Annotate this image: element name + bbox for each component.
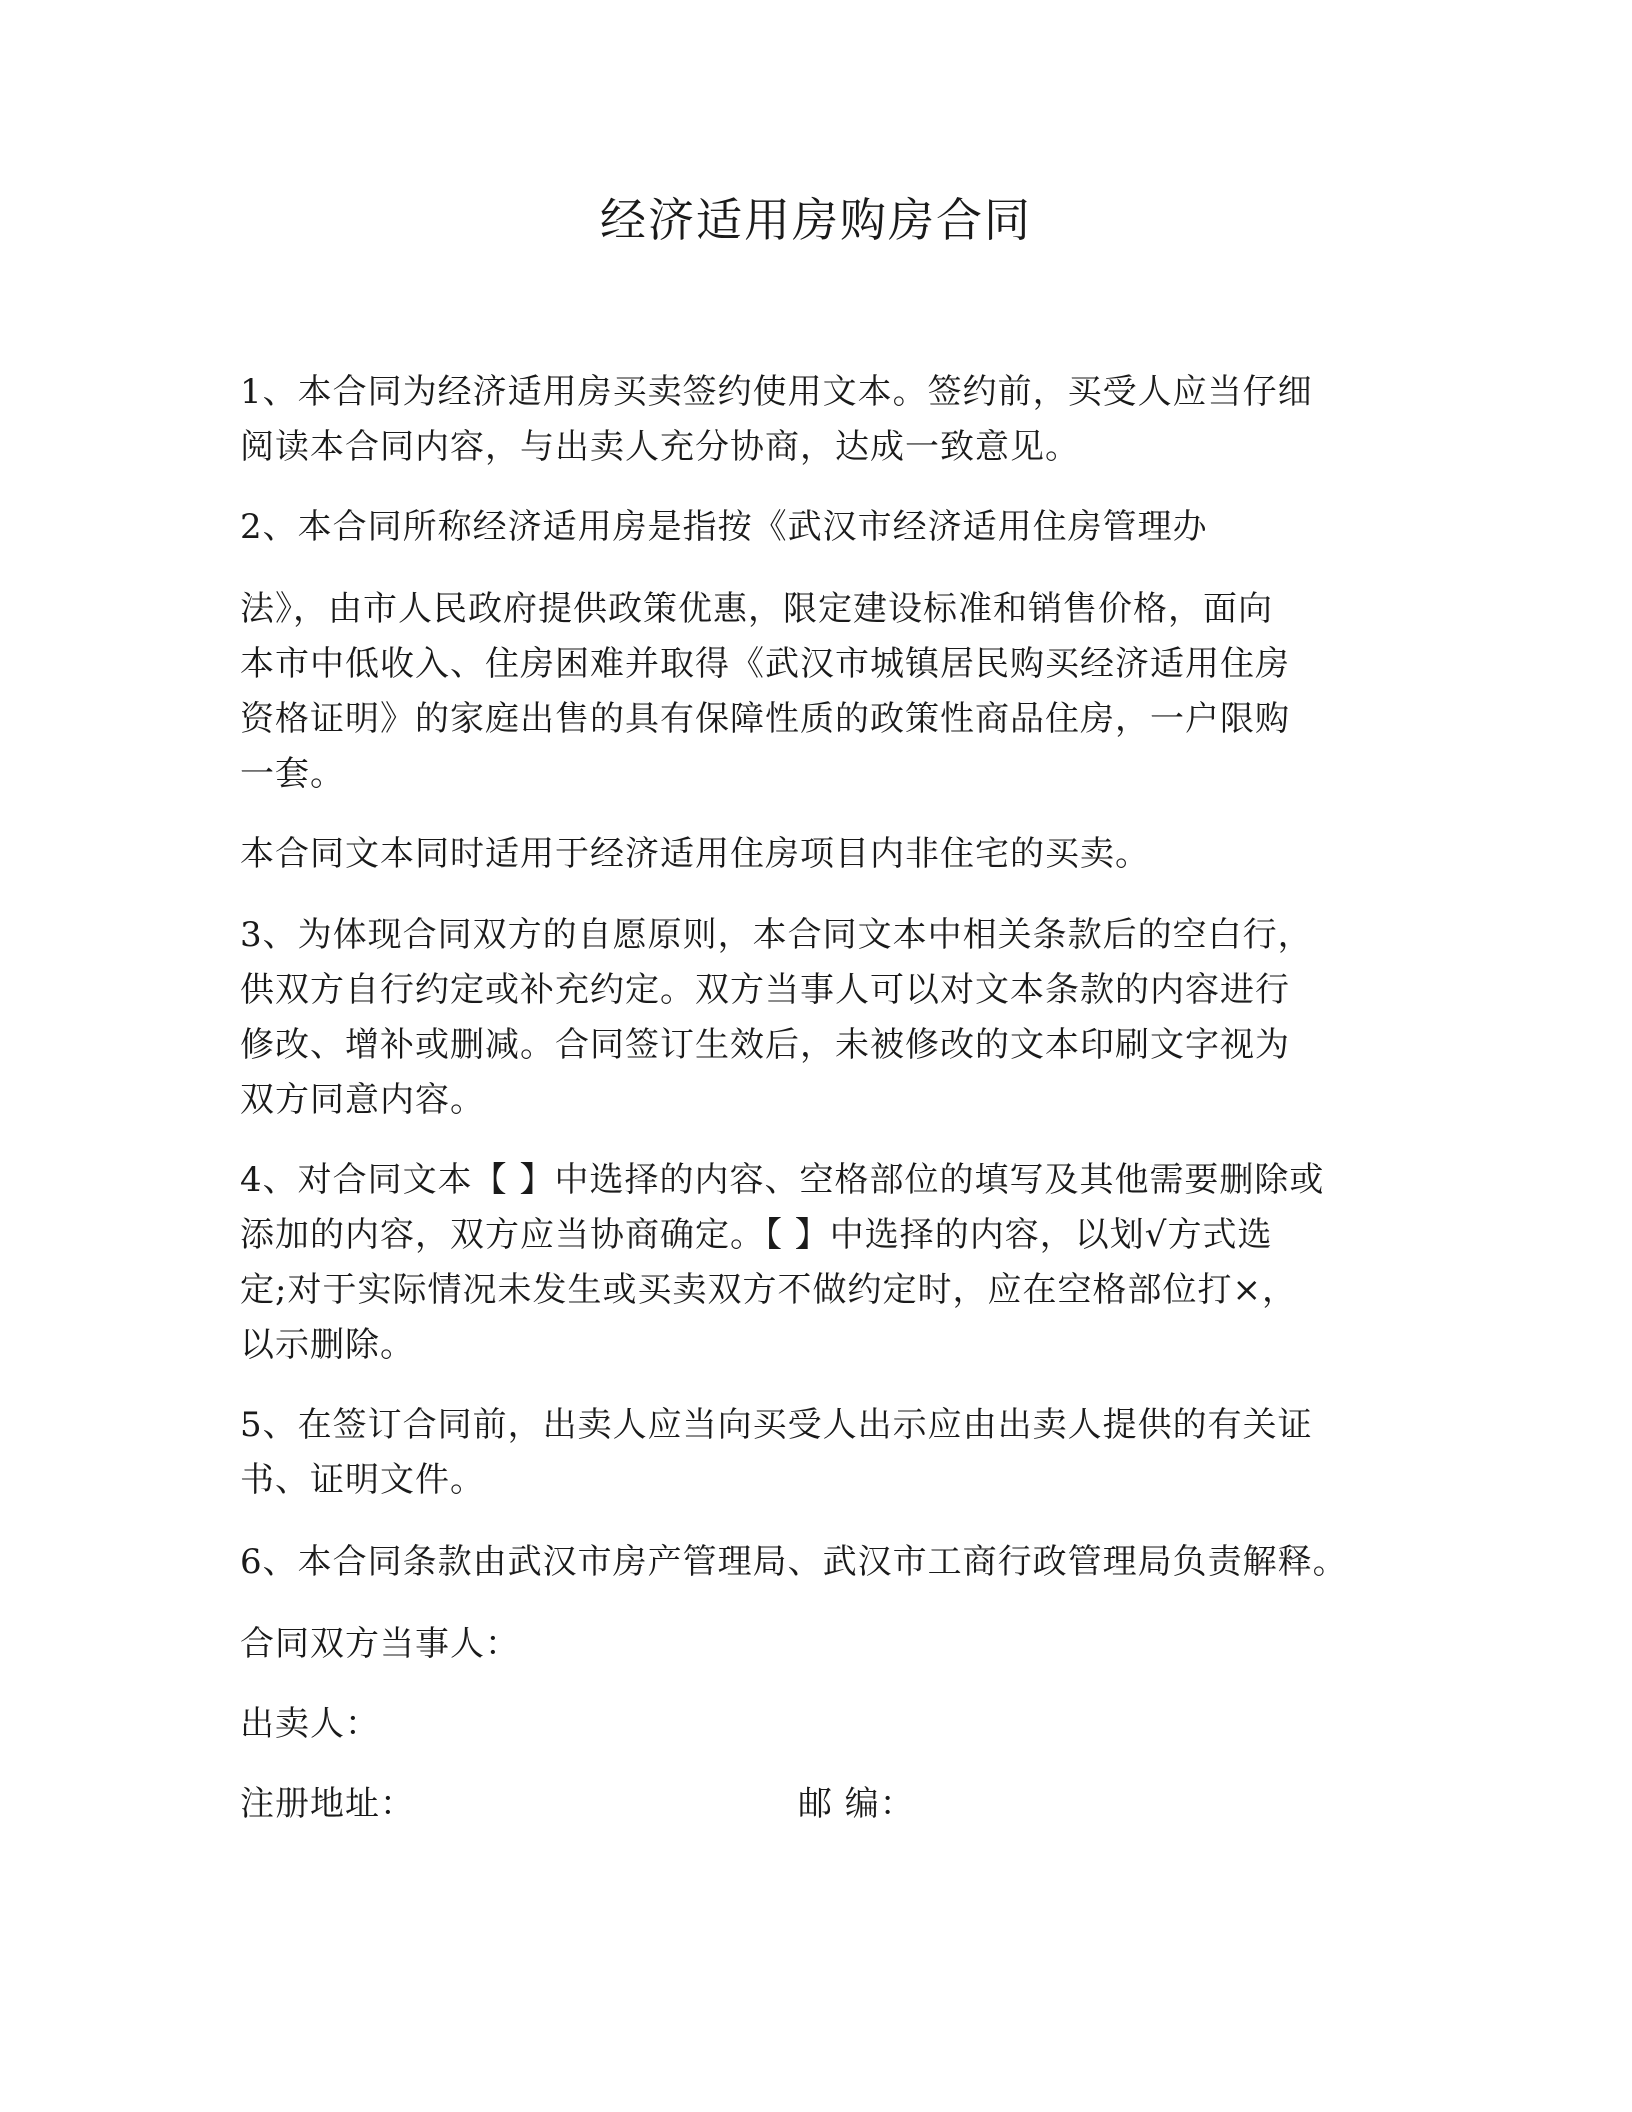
clause-4-line-2: 添加的内容，双方应当协商确定。【 】中选择的内容，以划√方式选 (240, 1215, 1273, 1255)
clause-1-line-1: 1、本合同为经济适用房买卖签约使用文本。签约前，买受人应当仔细 (240, 372, 1313, 412)
clause-2-line-4: 资格证明》的家庭出售的具有保障性质的政策性商品住房，一户限购 (240, 699, 1290, 739)
clause-3-line-1: 3、为体现合同双方的自愿原则，本合同文本中相关条款后的空白行， (240, 915, 1313, 955)
clause-1-line-2: 阅读本合同内容，与出卖人充分协商，达成一致意见。 (240, 427, 1080, 467)
clause-5-line-2: 书、证明文件。 (240, 1460, 485, 1500)
parties-heading: 合同双方当事人： (240, 1624, 520, 1664)
registered-address-label: 注册地址： (240, 1784, 415, 1824)
clause-2-line-2: 法》，由市人民政府提供政策优惠，限定建设标准和销售价格，面向 (240, 589, 1273, 629)
clause-3-line-3: 修改、增补或删减。合同签订生效后，未被修改的文本印刷文字视为 (240, 1025, 1290, 1065)
clause-2-line-1: 2、本合同所称经济适用房是指按《武汉市经济适用住房管理办 (240, 507, 1208, 547)
clause-2-line-5: 一套。 (240, 754, 345, 794)
clause-5-line-1: 5、在签订合同前，出卖人应当向买受人出示应由出卖人提供的有关证 (240, 1405, 1313, 1445)
clause-3-line-2: 供双方自行约定或补充约定。双方当事人可以对文本条款的内容进行 (240, 970, 1290, 1010)
clause-2-line-3: 本市中低收入、住房困难并取得《武汉市城镇居民购买经济适用住房 (240, 644, 1290, 684)
seller-label: 出卖人： (240, 1704, 380, 1744)
document-title: 经济适用房购房合同 (600, 193, 1032, 247)
clause-2-note: 本合同文本同时适用于经济适用住房项目内非住宅的买卖。 (240, 834, 1150, 874)
clause-4-line-3: 定;对于实际情况未发生或买卖双方不做约定时，应在空格部位打×， (240, 1270, 1297, 1310)
clause-3-line-4: 双方同意内容。 (240, 1080, 485, 1120)
postcode-label: 邮 编： (798, 1784, 915, 1824)
clause-6-line-1: 6、本合同条款由武汉市房产管理局、武汉市工商行政管理局负责解释。 (240, 1542, 1348, 1582)
clause-4-line-4: 以示删除。 (240, 1325, 415, 1365)
clause-4-line-1: 4、对合同文本【 】中选择的内容、空格部位的填写及其他需要删除或 (240, 1160, 1325, 1200)
